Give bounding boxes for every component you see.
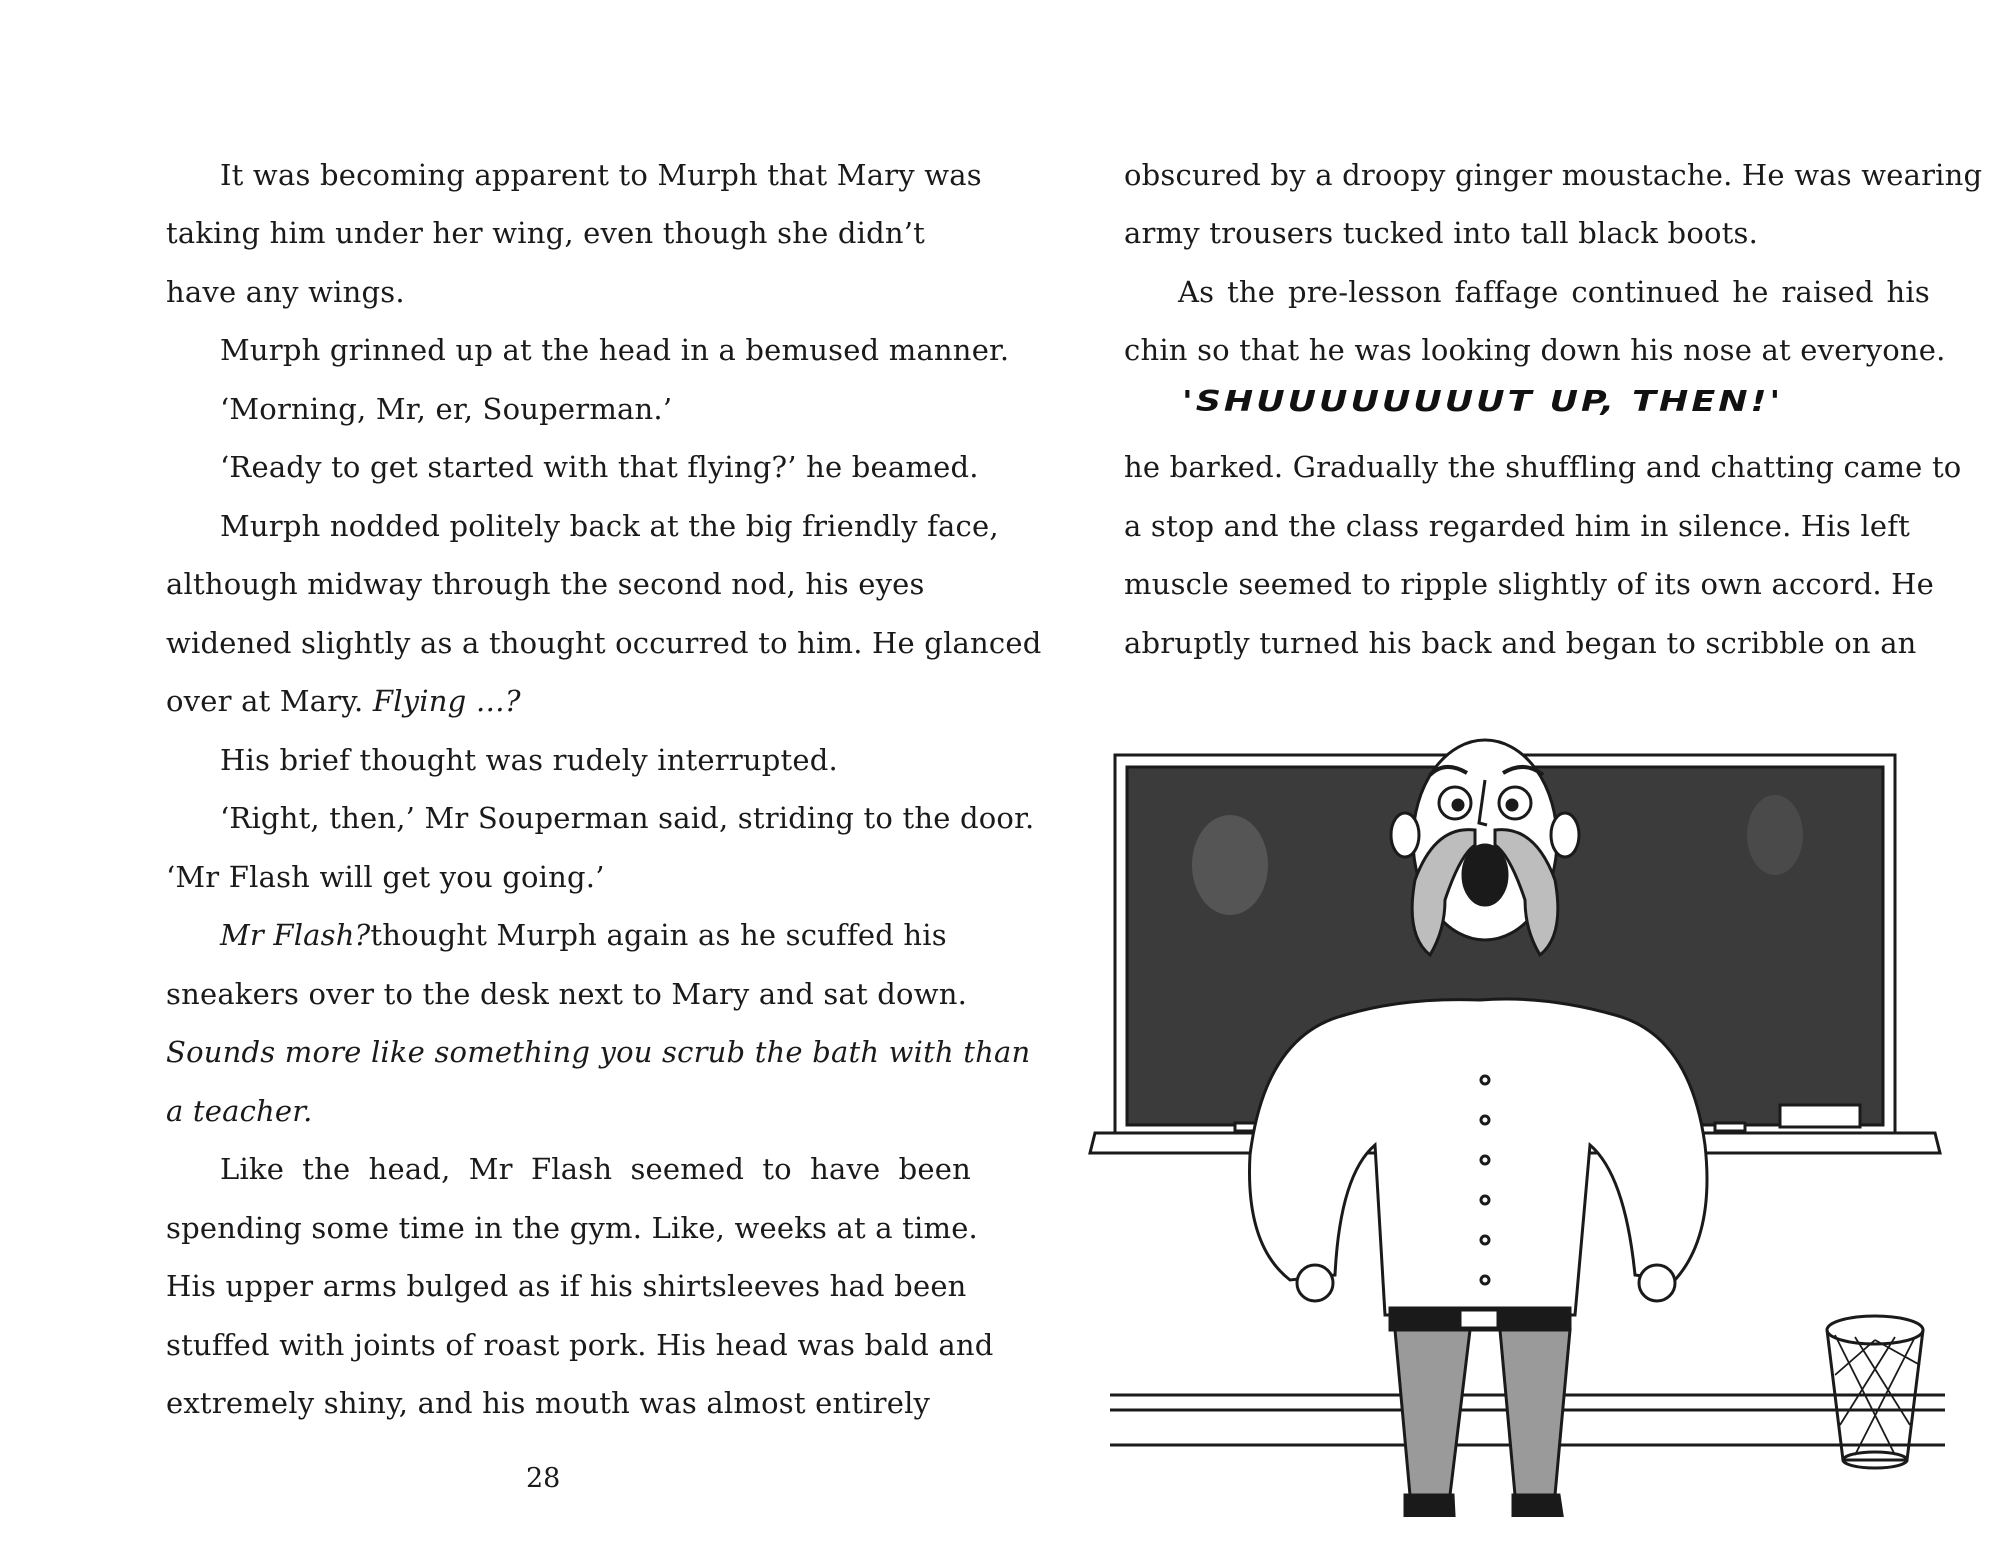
fist	[1639, 1265, 1675, 1301]
text-line: he barked. Gradually the shuffling and chatting came to	[1124, 450, 1962, 484]
eraser-icon	[1780, 1105, 1860, 1127]
text-line: spending some time in the gym. Like, weeks at a time.	[166, 1211, 978, 1245]
text-line: have any wings.	[166, 275, 405, 309]
boot-left	[1404, 1495, 1455, 1517]
chalk-smudge	[1747, 795, 1803, 875]
text-line: Murph grinned up at the head in a bemused manner.	[220, 333, 1010, 367]
text-line: taking him under her wing, even though she didn’t	[166, 216, 925, 250]
text-line: chin so that he was looking down his nose at everyone.	[1124, 333, 1946, 367]
text-line: It was becoming apparent to Murph that Mary was	[220, 158, 982, 192]
text-line: As the pre-lesson faffage continued he raised his	[1178, 275, 1930, 309]
text-line: widened slightly as a thought occurred to him. He glanced	[166, 626, 1042, 660]
text-line: Sounds more like something you scrub the bath with than	[166, 1035, 1031, 1069]
trouser-leg	[1395, 1330, 1470, 1495]
teacher-illustration	[1075, 705, 1955, 1517]
text-line	[166, 915, 947, 955]
text-line: ‘Morning, Mr, er, Souperman.’	[220, 392, 673, 426]
text-line: a stop and the class regarded him in silence. His left	[1124, 509, 1911, 543]
text-line: Like the head, Mr Flash seemed to have been	[220, 1152, 971, 1186]
text-line: although midway through the second nod, his eyes	[166, 567, 925, 601]
text-segment: over at Mary.	[166, 684, 364, 718]
text-line: ‘Ready to get started with that flying?’ he beamed.	[220, 450, 979, 484]
trouser-leg	[1500, 1330, 1570, 1495]
text-line: obscured by a droopy ginger moustache. He was wearing	[1124, 158, 1983, 192]
text-line: ‘Mr Flash will get you going.’	[166, 860, 605, 894]
text-line: muscle seemed to ripple slightly of its own accord. He	[1124, 567, 1935, 601]
text-line: a teacher.	[166, 1094, 313, 1128]
text-line: ‘Right, then,’ Mr Souperman said, striding to the door.	[220, 801, 1035, 835]
chalk-icon	[1715, 1123, 1745, 1131]
text-line: sneakers over to the desk next to Mary and sat down.	[166, 977, 968, 1011]
shout-heading: 'SHUUUUUUUUT UP, THEN!'	[1182, 385, 1784, 419]
text-line: army trousers tucked into tall black boots.	[1124, 216, 1758, 250]
boot-right	[1513, 1495, 1565, 1517]
chalk-smudge	[1192, 815, 1268, 915]
italic-text: Mr Flash?	[220, 918, 371, 952]
text-line: His upper arms bulged as if his shirtsleeves had been	[166, 1269, 967, 1303]
text-line: His brief thought was rudely interrupted.	[220, 743, 838, 777]
page-number: 28	[526, 1463, 561, 1494]
text-line	[166, 681, 521, 721]
text-line: extremely shiny, and his mouth was almost entirely	[166, 1386, 931, 1420]
fist	[1297, 1265, 1333, 1301]
text-line: abruptly turned his back and began to scribble on an	[1124, 626, 1917, 660]
text-line: stuffed with joints of roast pork. His head was bald and	[166, 1328, 994, 1362]
italic-text: Flying …?	[372, 684, 521, 718]
text-line: Murph nodded politely back at the big friendly face,	[220, 509, 999, 543]
text-segment: thought Murph again as he scuffed his	[370, 918, 947, 952]
